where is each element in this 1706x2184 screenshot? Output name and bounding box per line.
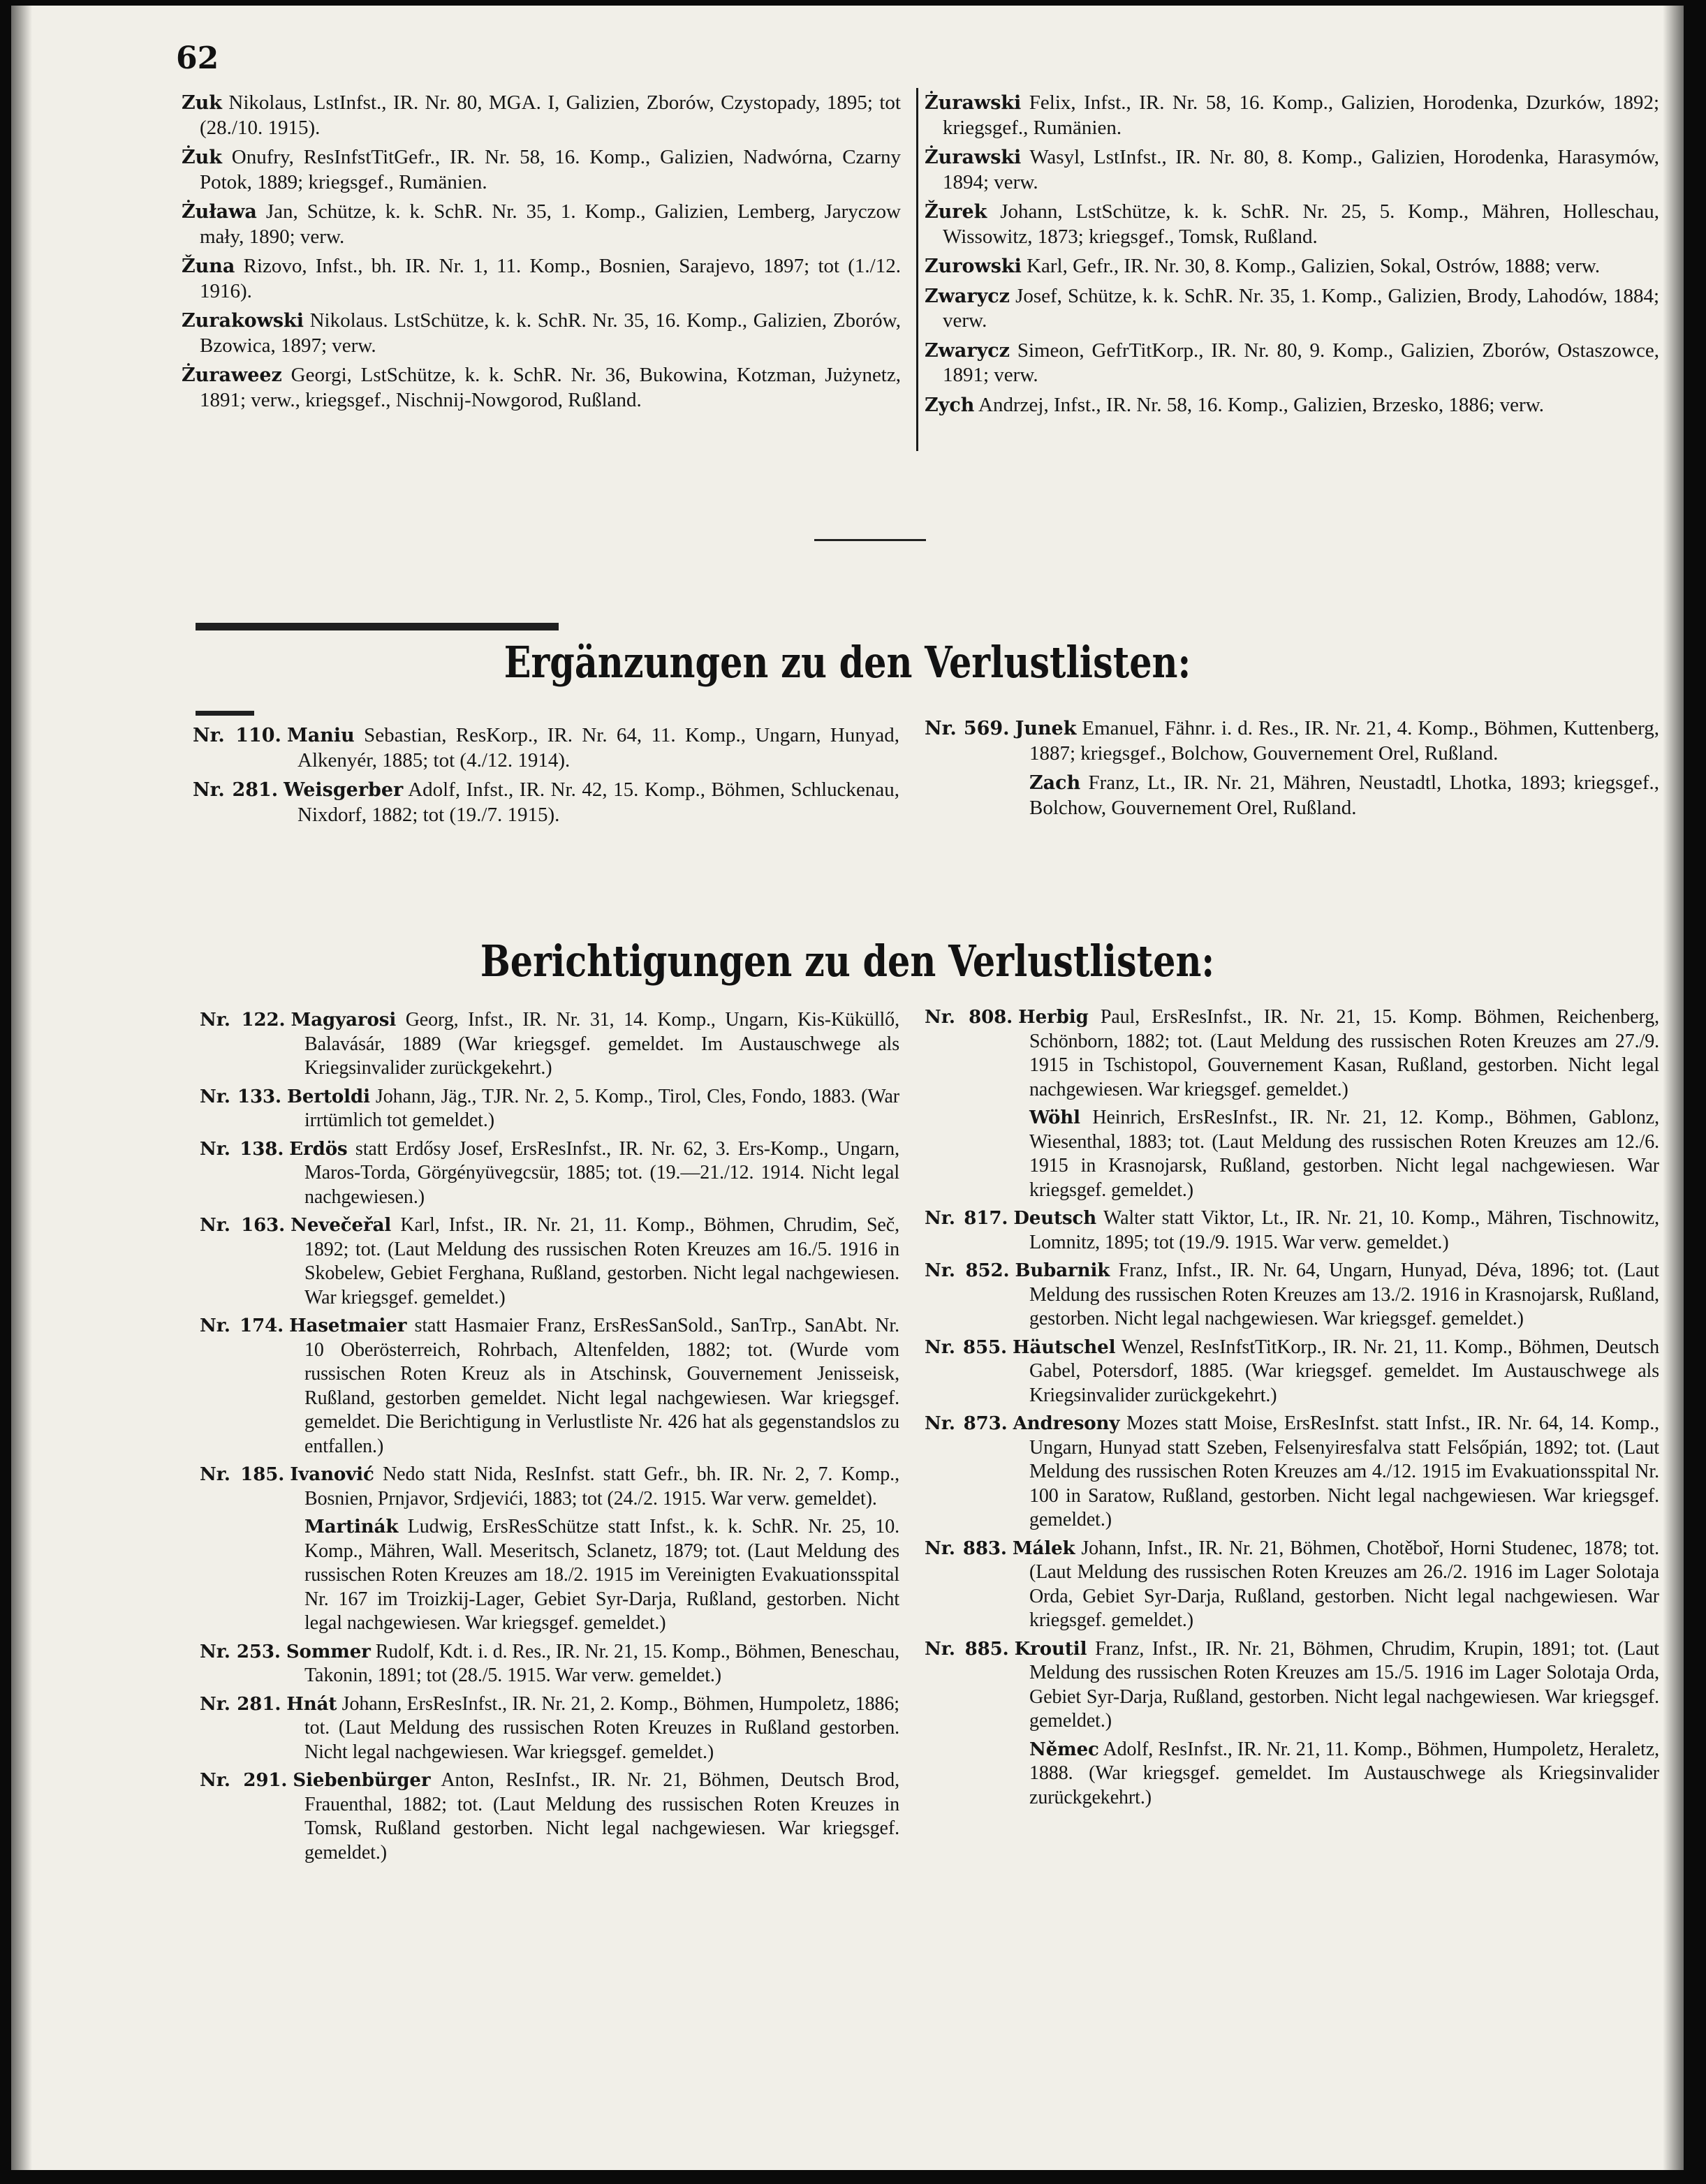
entry-number: Nr. 569. [925, 718, 1010, 739]
entry-number: Nr. 110. [193, 725, 281, 746]
entry-surname: Żuława [182, 201, 257, 223]
entry-surname: Kroutil [1014, 1638, 1087, 1660]
entry-details: Andrzej, Infst., IR. Nr. 58, 16. Komp., Galizien, Brzesko, 1886; verw. [974, 393, 1545, 416]
entry-number: Nr. 281. [193, 779, 279, 801]
entry-surname: Żuraweez [182, 364, 282, 386]
entry-surname: Hasetmaier [289, 1315, 407, 1336]
entry-number: Nr. 855. [925, 1336, 1007, 1358]
left-shadow [11, 6, 32, 2170]
list-entry [182, 91, 901, 140]
entry-number: Nr. 852. [925, 1260, 1010, 1281]
list-entry [193, 778, 899, 827]
entry-surname: Zych [925, 394, 975, 416]
list-entry [925, 145, 1659, 195]
entry-details: Mozes statt Moise, ErsResInfst. statt Infst., IR. Nr. 64, 14. Komp., Ungarn, Hunyad statt Szeben, Felsenyiresfalva statt Felsőpián, 1892; tot. (Laut Meldung des russischen Roten Kreuzes am 4./12. 1915 im Evakuationsspital Nr. 100 in Saratow, Rußland, gestorben. Nicht legal nachgewiesen. War kriegsgef. gemeldet.) [1029, 1412, 1659, 1530]
entry-surname: Żuk [182, 147, 222, 168]
list-entry [925, 393, 1659, 418]
entry-surname: Wöhl [1029, 1107, 1080, 1128]
list-entry [925, 1259, 1659, 1331]
entry-surname: Junek [1015, 718, 1077, 739]
entry-details: Johann, Infst., IR. Nr. 21, Böhmen, Chotěboř, Horni Studenec, 1878; tot. (Laut Meldung des russischen Roten Kreuzes am 26./2. 1916 im Lager Solotaja Orda, Gebiet Syr-Darja, Rußland, gestorben. Nicht legal nachgewiesen. War kriegsgef. gemeldet.) [1029, 1537, 1659, 1631]
entry-details: Rudolf, Kdt. i. d. Res., IR. Nr. 21, 15. Komp., Böhmen, Beneschau, Takonin, 1891; tot (28./5. 1915. War verw. gemeldet.) [304, 1640, 899, 1686]
entry-number: Nr. 163. [200, 1215, 286, 1236]
list-entry [182, 145, 901, 195]
entry-surname: Nevečeřal [291, 1215, 392, 1236]
entry-details: Johann, Jäg., TJR. Nr. 2, 5. Komp., Tirol, Cles, Fondo, 1883. (War irrtümlich tot gemeldet.) [304, 1085, 899, 1131]
entry-surname: Žurek [925, 201, 987, 223]
list-entry [182, 200, 901, 249]
list-entry [200, 1515, 899, 1636]
entry-number: Nr. 253. [200, 1641, 281, 1662]
list-entry [925, 1207, 1659, 1255]
entry-surname: Häutschel [1012, 1336, 1116, 1358]
entry-details: Wenzel, ResInfstTitKorp., IR. Nr. 21, 11. Komp., Böhmen, Deutsch Gabel, Potersdorf, 1885. (War kriegsgef. gemeldet. Im Austauschwege als Kriegsinvalider zurückgekehrt.) [1029, 1336, 1659, 1406]
entry-number: Nr. 122. [200, 1010, 286, 1031]
list-entry [925, 1637, 1659, 1734]
entry-surname: Martinák [304, 1517, 399, 1537]
list-entry [925, 716, 1659, 766]
list-entry [925, 200, 1659, 249]
section2-title: Berichtigungen zu den Verlustlisten: [480, 936, 1215, 987]
entry-details: statt Erdősy Josef, ErsResInfst., IR. Nr. 62, 3. Ers-Komp., Ungarn, Maros-Torda, Görgényüvegcsür, 1885; tot. (19.—21./12. 1914. Nicht legal nachgewiesen.) [304, 1137, 899, 1208]
heavy-rule [196, 623, 559, 630]
list-entry [193, 723, 899, 773]
entry-details: Ludwig, ErsResSchütze statt Infst., k. k. SchR. Nr. 25, 10. Komp., Mähren, Wall. Meseritsch, Sclanetz, 1879; tot. (Laut Meldung des russischen Roten Kreuzes am 18./2. 1915 im Vereinigten Evakuationsspital Nr. 167 im Troizkij-Lager, Gebiet Syr-Darja, Rußland, gestorben. Nicht legal nachgewiesen. War kriegsgef. gemeldet.) [304, 1516, 899, 1634]
entry-surname: Zwarycz [925, 285, 1010, 307]
entry-details: Adolf, Infst., IR. Nr. 42, 15. Komp., Böhmen, Schluckenau, Nixdorf, 1882; tot (19./7. 1915). [297, 779, 899, 826]
list-entry [925, 1738, 1659, 1810]
list-entry [925, 1336, 1659, 1408]
list-entry [200, 1463, 899, 1511]
entry-number: Nr. 873. [925, 1413, 1008, 1434]
entry-surname: Żurawski [925, 92, 1022, 114]
entry-number: Nr. 291. [200, 1770, 288, 1791]
section1-title: Ergänzungen zu den Verlustlisten: [503, 637, 1191, 688]
entry-surname: Weisgerber [284, 779, 404, 801]
top-right-column [925, 91, 1659, 422]
entry-details: Jan, Schütze, k. k. SchR. Nr. 35, 1. Komp., Galizien, Lemberg, Jaryczow mały, 1890; verw. [200, 200, 901, 248]
entry-details: Franz, Infst., IR. Nr. 64, Ungarn, Hunyad, Déva, 1896; tot. (Laut Meldung des russischen Roten Kreuzes am 13./2. 1916 in Krasnojarsk, Rußland, gestorben. Nicht legal nachgewiesen. War kriegsgef. gemeldet.) [1029, 1260, 1659, 1329]
entry-surname: Herbig [1018, 1007, 1089, 1028]
list-entry [200, 1137, 899, 1210]
entry-surname: Zach [1029, 772, 1081, 794]
entry-surname: Hnát [286, 1693, 337, 1715]
entry-surname: Zurakowski [182, 310, 304, 332]
entry-details: Anton, ResInfst., IR. Nr. 21, Böhmen, Deutsch Brod, Frauenthal, 1882; tot. (Laut Meldung des russischen Roten Kreuzes in Tomsk, Rußland gestorben. Nicht legal nachgewiesen. War kriegsgef. gemeldet.) [304, 1769, 899, 1864]
entry-details: Nikolaus, LstInfst., IR. Nr. 80, MGA. I, Galizien, Zborów, Czystopady, 1895; tot (28./10. 1915). [200, 91, 901, 139]
entry-details: Paul, ErsResInfst., IR. Nr. 21, 15. Komp. Böhmen, Reichenberg, Schönborn, 1882; tot. (Laut Meldung des russischen Roten Kreuzes am 27./9. 1915 in Tschistopol, Gouvernement Kasan, Rußland, gestorben. Nicht legal nachgewiesen. War kriegsgef. gemeldet.) [1029, 1006, 1659, 1100]
entry-surname: Sommer [286, 1641, 371, 1662]
entry-surname: Deutsch [1013, 1208, 1097, 1229]
list-entry [200, 1769, 899, 1865]
list-entry [200, 1692, 899, 1765]
entry-details: Nedo statt Nida, ResInfst. statt Gefr., bh. IR. Nr. 2, 7. Komp., Bosnien, Prnjavor, Srdjevići, 1883; tot (24./2. 1915. War verw. gemeldet). [304, 1463, 899, 1510]
entry-surname: Siebenbürger [293, 1770, 431, 1791]
list-entry [925, 91, 1659, 140]
list-entry [200, 1085, 899, 1133]
section-rule [814, 539, 926, 541]
entry-details: Walter statt Viktor, Lt., IR. Nr. 21, 10. Komp., Mähren, Tischnowitz, Lomnitz, 1895; tot (19./9. 1915. War verw. gemeldet.) [1029, 1207, 1659, 1253]
list-entry [182, 309, 901, 358]
entry-details: Johann, ErsResInfst., IR. Nr. 21, 2. Komp., Böhmen, Humpoletz, 1886; tot. (Laut Meldung des russischen Roten Kreuzes in Rußland gestorben. Nicht legal nachgewiesen. War kriegsgef. gemeldet.) [304, 1692, 899, 1763]
section2-right-column [925, 1005, 1659, 1814]
list-entry [925, 771, 1659, 820]
top-left-column [182, 91, 901, 418]
entry-surname: Zwarycz [925, 339, 1010, 362]
entry-details: Nikolaus. LstSchütze, k. k. SchR. Nr. 35, 16. Komp., Galizien, Zborów, Bzowica, 1897; verw. [200, 309, 901, 357]
list-entry [925, 1537, 1659, 1633]
entry-details: Onufry, ResInfstTitGefr., IR. Nr. 58, 16. Komp., Galizien, Nadwórna, Czarny Potok, 1889; kriegsgef., Rumänien. [200, 146, 901, 193]
entry-surname: Němec [1029, 1739, 1099, 1760]
list-entry [925, 254, 1659, 279]
entry-number: Nr. 138. [200, 1138, 284, 1160]
list-entry [200, 1008, 899, 1081]
entry-surname: Andresony [1013, 1413, 1120, 1434]
entry-surname: Zurowski [925, 256, 1022, 277]
entry-surname: Bubarnik [1015, 1260, 1110, 1281]
list-entry [182, 254, 901, 304]
right-shadow [1663, 6, 1684, 2170]
entry-number: Nr. 133. [200, 1086, 282, 1107]
entry-details: Felix, Infst., IR. Nr. 58, 16. Komp., Galizien, Horodenka, Dzurków, 1892; kriegsgef., Rumänien. [943, 91, 1659, 139]
entry-details: Wasyl, LstInfst., IR. Nr. 80, 8. Komp., Galizien, Horodenka, Harasymów, 1894; verw. [943, 146, 1659, 193]
entry-details: Adolf, ResInfst., IR. Nr. 21, 11. Komp., Böhmen, Humpoletz, Heraletz, 1888. (War kriegsgef. gemeldet. Im Austauschwege als Kriegsinvalider zurückgekehrt.) [1029, 1738, 1659, 1808]
list-entry [200, 1640, 899, 1688]
scanned-page [11, 6, 1684, 2170]
entry-details: Franz, Lt., IR. Nr. 21, Mähren, Neustadtl, Lhotka, 1893; kriegsgef., Bolchow, Gouvernement Orel, Rußland. [1029, 772, 1659, 819]
entry-details: Franz, Infst., IR. Nr. 21, Böhmen, Chrudim, Krupin, 1891; tot. (Laut Meldung des russischen Roten Kreuzes am 15./5. 1916 im Lager Solotaja Orda, Gebiet Syr-Darja, Rußland, gestorben. Nicht legal nachgewiesen. War kriegsgef. gemeldet.) [1029, 1637, 1659, 1732]
list-entry [200, 1314, 899, 1459]
entry-surname: Bertoldi [287, 1086, 370, 1107]
short-rule [196, 711, 254, 716]
entry-details: Sebastian, ResKorp., IR. Nr. 64, 11. Komp., Ungarn, Hunyad, Alkenyér, 1885; tot (4./12. 1914). [297, 724, 899, 772]
list-entry [200, 1213, 899, 1310]
entry-number: Nr. 185. [200, 1464, 285, 1485]
entry-details: Georg, Infst., IR. Nr. 31, 14. Komp., Ungarn, Kis-Küküllő, Balavásár, 1889 (War kriegsgef. gemeldet. Im Austauschwege als Kriegsinvalider zurückgekehrt.) [304, 1009, 899, 1079]
entry-details: Johann, LstSchütze, k. k. SchR. Nr. 25, 5. Komp., Mähren, Holleschau, Wissowitz, 1873; kriegsgef., Tomsk, Rußland. [943, 200, 1659, 248]
entry-surname: Žuna [182, 256, 235, 277]
entry-number: Nr. 174. [200, 1315, 284, 1336]
entry-details: Rizovo, Infst., bh. IR. Nr. 1, 11. Komp., Bosnien, Sarajevo, 1897; tot (1./12. 1916). [200, 255, 901, 302]
page-number: 62 [176, 40, 219, 76]
section2-left-column [200, 1008, 899, 1869]
entry-details: Karl, Infst., IR. Nr. 21, 11. Komp., Böhmen, Chrudim, Seč, 1892; tot. (Laut Meldung des russischen Roten Kreuzes am 16./5. 1916 in Skobelew, Gebiet Ferghana, Rußland, gestorben. Nicht legal nachgewiesen. War kriegsgef. gemeldet.) [304, 1214, 899, 1308]
entry-details: Simeon, GefrTitKorp., IR. Nr. 80, 9. Komp., Galizien, Zborów, Ostaszowce, 1891; verw. [943, 339, 1659, 386]
entry-surname: Málek [1012, 1537, 1075, 1559]
entry-details: Heinrich, ErsResInfst., IR. Nr. 21, 12. Komp., Böhmen, Gablonz, Wiesenthal, 1883; tot. (Laut Meldung des russischen Roten Kreuzes am 12./6. 1915 in Krasnojarsk, Rußland, gestorben. Nicht legal nachgewiesen. War kriegsgef. gemeldet.) [1029, 1107, 1659, 1201]
entry-details: Karl, Gefr., IR. Nr. 30, 8. Komp., Galizien, Sokal, Ostrów, 1888; verw. [1021, 255, 1601, 277]
entry-surname: Żurawski [925, 147, 1022, 168]
entry-number: Nr. 885. [925, 1638, 1009, 1660]
list-entry [925, 1412, 1659, 1533]
list-entry [925, 1106, 1659, 1202]
list-entry [925, 284, 1659, 334]
entry-surname: Ivanović [290, 1464, 374, 1485]
entry-surname: Erdös [289, 1138, 348, 1160]
entry-details: Georgi, LstSchütze, k. k. SchR. Nr. 36, Bukowina, Kotzman, Jużynetz, 1891; verw., kriegsgef., Nischnij-Nowgorod, Rußland. [200, 364, 901, 411]
list-entry [182, 363, 901, 413]
entry-surname: Magyarosi [291, 1010, 397, 1031]
column-divider [916, 88, 918, 451]
entry-number: Nr. 817. [925, 1208, 1008, 1229]
list-entry [925, 339, 1659, 388]
section1-left-column [193, 723, 899, 832]
section1-right-column [925, 716, 1659, 825]
entry-number: Nr. 808. [925, 1007, 1013, 1028]
entry-surname: Maniu [286, 725, 355, 746]
list-entry [925, 1005, 1659, 1102]
entry-details: Josef, Schütze, k. k. SchR. Nr. 35, 1. Komp., Galizien, Brody, Lahodów, 1884; verw. [943, 284, 1659, 332]
entry-number: Nr. 883. [925, 1537, 1007, 1559]
entry-details: Emanuel, Fähnr. i. d. Res., IR. Nr. 21, 4. Komp., Böhmen, Kuttenberg, 1887; kriegsgef., Bolchow, Gouvernement Orel, Rußland. [1029, 717, 1659, 765]
entry-number: Nr. 281. [200, 1693, 281, 1715]
entry-surname: Zuk [182, 92, 222, 114]
entry-details: statt Hasmaier Franz, ErsResSanSold., SanTrp., SanAbt. Nr. 10 Oberösterreich, Rohrbach, Altenfelden, 1882; tot. (Wurde vom russischen Roten Kreuz als in Atschinsk, Gouvernement Jenisseisk, Rußland, gestorben gemeldet. Nicht legal nachgewiesen. War kriegsgef. gemeldet. Die Berichtigung in Verlustliste Nr. 426 hat als gegenstandslos zu entfallen.) [304, 1315, 899, 1457]
